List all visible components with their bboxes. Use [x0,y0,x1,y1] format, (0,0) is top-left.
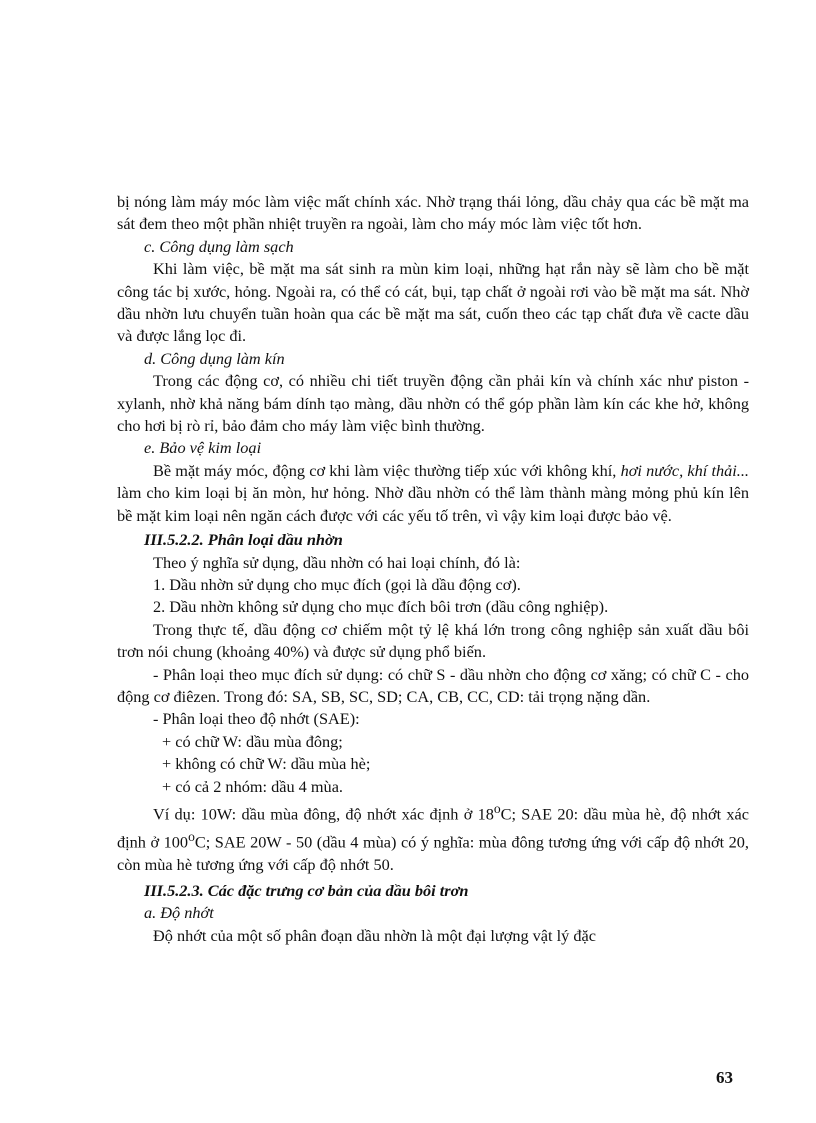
paragraph-viscosity: Độ nhớt của một số phân đoạn dầu nhờn là một đại lượng vật lý đặc [153,925,596,945]
bullet-summer: + không có chữ W: dầu mùa hè; [162,754,371,774]
list-item-1: 1. Dầu nhờn sử dụng cho mục đích (gọi là dầu động cơ). [153,574,521,594]
paragraph-engine-oil-share: Trong thực tế, dầu động cơ chiếm một tỷ lệ khá lớn trong công nghiệp sản xuất dầu bôi trơn nói chung (khoảng 40%) và được sử dụng phổ biến. [117,619,749,662]
degree-sup-2: o [188,828,195,844]
paragraph-purpose-classification: - Phân loại theo mục đích sử dụng: có chữ S - dầu nhờn cho động cơ xăng; có chữ C - cho động cơ điêzen. Trong đó: SA, SB, SC, SD; CA, CB, CC, CD: tải trọng nặng dần. [117,664,749,706]
list-item-2: 2. Dầu nhờn không sử dụng cho mục đích bôi trơn (dầu công nghiệp). [153,597,609,617]
heading-viscosity: a. Độ nhớt [144,903,214,923]
paragraph-sealing: Trong các động cơ, có nhiều chi tiết truyền động cần phải kín và chính xác như piston - xylanh, nhờ khả năng bám dính tạo màng, dầu nhờn có thể góp phần làm kín các khe hở, không cho hơi bị rò rỉ, bảo đảm cho máy làm việc bình thường. [117,371,749,436]
heading-cleaning: c. Công dụng làm sạch [144,236,294,256]
paragraph-cleaning: Khi làm việc, bề mặt ma sát sinh ra mùn kim loại, những hạt rắn này sẽ làm cho bề mặt công tác bị xước, hỏng. Ngoài ra, có thể có cát, bụi, tạp chất ở ngoài rơi vào bề mặt ma sát. Nhờ dầu nhờn lưu chuyển tuần hoàn qua các bề mặt ma sát, cuốn theo các tạp chất đưa về cacte dầu và được lắng lọc đi. [117,259,749,346]
protection-text-italic: hơi nước, khí thải... [620,460,749,480]
bullet-winter: + có chữ W: dầu mùa đông; [162,731,343,751]
paragraph-viscosity-classification: - Phân loại theo độ nhớt (SAE): [153,709,360,729]
paragraph-classification-intro: Theo ý nghĩa sử dụng, dầu nhờn có hai loại chính, đó là: [153,552,521,572]
heading-protection: e. Bảo vệ kim loại [144,438,262,458]
paragraph-example [117,798,749,876]
example-text-1: Ví dụ: 10W: dầu mùa đông, độ nhớt xác định ở 18 [153,804,494,824]
protection-text-1: Bề mặt máy móc, động cơ khi làm việc thường tiếp xúc với không khí, [153,460,621,480]
protection-text-2: làm cho kim loại bị ăn mòn, hư hỏng. Nhờ dầu nhờn có thể làm thành màng mỏng phủ kín lên bề mặt kim loại nên ngăn cách được với các yếu tố trên, vì vậy kim loại được bảo vệ. [117,483,749,525]
paragraph-protection [117,460,749,527]
bullet-four-season: + có cả 2 nhóm: dầu 4 mùa. [162,776,343,796]
section-heading-characteristics: III.5.2.3. Các đặc trưng cơ bản của dầu bôi trơn [144,881,469,901]
example-text-3: C; SAE 20W - 50 (dầu 4 mùa) có ý nghĩa: mùa đông tương ứng với cấp độ nhớt 20, còn mùa hè tương ứng với cấp độ nhớt 50. [117,832,749,874]
degree-sup-1: o [493,800,501,816]
example-text-2: C; SAE 20: dầu mùa hè, độ nhớt xác định ở 100 [117,804,749,852]
paragraph-heat: bị nóng làm máy móc làm việc mất chính xác. Nhờ trạng thái lỏng, dầu chảy qua các bề mặt ma sát đem theo một phần nhiệt truyền ra ngoài, làm cho máy móc làm việc tốt hơn. [117,192,749,234]
heading-sealing: d. Công dụng làm kín [144,348,285,368]
page-number: 63 [716,1068,733,1087]
section-heading-classification: III.5.2.2. Phân loại dầu nhờn [144,530,343,550]
page-body [117,191,749,947]
